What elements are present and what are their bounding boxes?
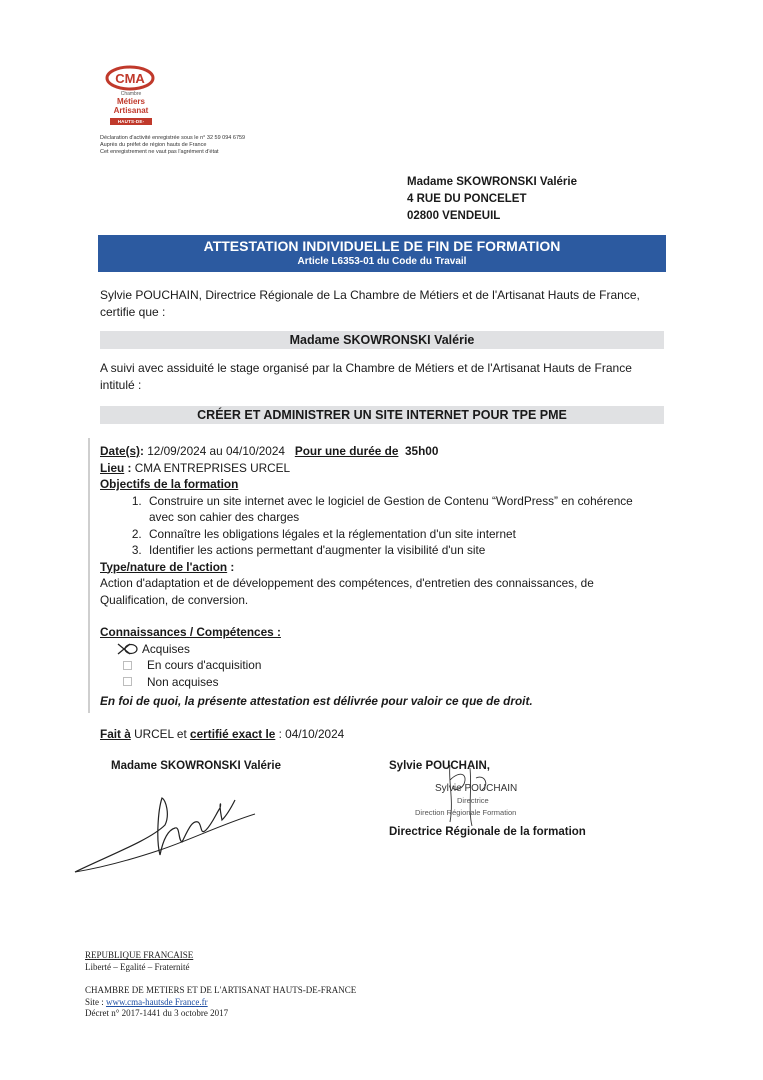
director-title: Directrice Régionale de la formation — [389, 826, 586, 838]
done-at-row — [100, 726, 660, 743]
declaration-line: Cet enregistrement ne vaut pas l'agrément d'état — [100, 149, 219, 155]
skill-label: Acquises — [142, 641, 190, 656]
recipient-address-line1: 4 RUE DU PONCELET — [407, 193, 527, 205]
duration-value: 35h00 — [404, 444, 439, 458]
footer-chamber: CHAMBRE DE METIERS ET DE L'ARTISANAT HAUTS-DE-FRANCE — [85, 985, 357, 995]
dates-label: Date(s) — [100, 444, 140, 458]
cma-logo-mark-icon — [104, 64, 156, 92]
type-row: Type/nature de l'action : — [100, 559, 235, 574]
declaration-line: Déclaration d'activité enregistrée sous le n° 32 59 094 6759 — [100, 135, 246, 141]
stamp-name: Sylvie POUCHAIN — [435, 783, 518, 794]
document-title: ATTESTATION INDIVIDUELLE DE FIN DE FORMATION — [203, 238, 561, 254]
footer-site-link[interactable]: www.cma-hautsde France.fr — [106, 996, 208, 1007]
objective-item: 1. Construire un site internet avec le logiciel de Gestion de Contenu “WordPress” en cohérence avec son cahier des charges — [145, 493, 660, 526]
objectives-label: Objectifs de la formation — [100, 477, 239, 491]
skill-label: En cours d'acquisition — [147, 658, 262, 672]
checkbox-icon — [123, 677, 132, 686]
logo-badge: HAUTS-DE-FRANCE — [110, 118, 152, 125]
document-subtitle: Article L6353-01 du Code du Travail — [297, 256, 467, 267]
recipient-name: Madame SKOWRONSKI Valérie — [407, 176, 577, 188]
trainee-signature-name: Madame SKOWRONSKI Valérie — [111, 760, 281, 772]
logo-line1: Chambre — [120, 91, 142, 97]
logo-line3: Artisanat — [113, 106, 149, 115]
footer-republic: REPUBLIQUE FRANCAISE — [85, 950, 194, 960]
director-signature-name: Sylvie POUCHAIN, — [389, 760, 490, 772]
certified-label: certifié exact le — [190, 726, 276, 741]
director-signature-drawing — [420, 760, 510, 830]
checked-cross-icon — [116, 642, 140, 656]
footer-site-label: Site : — [85, 996, 104, 1007]
footer — [85, 950, 356, 1020]
place-label: Lieu — [100, 460, 125, 475]
title-banner — [98, 235, 666, 272]
declaration-line: Auprès du préfet de région hauts de France — [100, 142, 207, 148]
logo-acronym: CMA — [115, 71, 145, 86]
objectives-list — [100, 493, 660, 559]
footer-motto: Liberté – Egalité – Fraternité — [85, 961, 190, 972]
activity-declaration — [100, 135, 245, 156]
duration-label: Pour une durée de — [294, 444, 399, 458]
done-at-label: Fait à — [100, 726, 131, 741]
stamp-role: Directrice — [457, 796, 489, 805]
intro-text: Sylvie POUCHAIN, Directrice Régionale de La Chambre de Métiers et de l'Artisanat Hauts de France, certifie que : — [100, 288, 640, 319]
dates-value: 12/09/2024 au 04/10/2024 — [147, 444, 285, 458]
place-value: CMA ENTREPRISES URCEL — [134, 460, 291, 475]
statement: En foi de quoi, la présente attestation est délivrée pour valoir ce que de droit. — [100, 694, 533, 708]
details-border — [88, 438, 90, 713]
dates-row: Date(s): 12/09/2024 au 04/10/2024 Pour une durée de 35h00 — [100, 444, 439, 458]
skill-label: Non acquises — [147, 674, 219, 689]
skill-option-not-acquired — [100, 674, 660, 691]
footer-decree: Décret n° 2017-1441 du 3 octobre 2017 — [85, 1008, 229, 1018]
objective-item: 2. Connaître les obligations légales et la réglementation d'un site internet — [145, 526, 660, 543]
recipient-address — [407, 174, 577, 225]
type-value: Action d'adaptation et de développement des compétences, d'entretien des connaissances, de Qualification, de conversion. — [100, 576, 594, 607]
trainee-signature-drawing — [70, 770, 260, 880]
stamp-direction: Direction Régionale Formation — [415, 808, 517, 817]
certified-value: : 04/10/2024 — [278, 726, 345, 741]
footer-site-row — [85, 997, 356, 1009]
skills-label: Connaissances / Compétences : — [100, 625, 281, 639]
objective-item: 3. Identifier les actions permettant d'augmenter la visibilité d'un site — [145, 542, 660, 559]
followed-text: A suivi avec assiduité le stage organisé par la Chambre de Métiers et de l'Artisanat Hauts de France intitulé : — [100, 361, 632, 392]
course-title: CRÉER ET ADMINISTRER UN SITE INTERNET POUR TPE PME — [100, 406, 664, 424]
skill-option-in-progress — [100, 657, 660, 674]
trainee-name: Madame SKOWRONSKI Valérie — [100, 331, 664, 349]
recipient-address-line2: 02800 VENDEUIL — [407, 210, 501, 222]
skill-option-acquired — [100, 641, 660, 658]
place-row: Lieu : CMA ENTREPRISES URCEL — [100, 460, 291, 475]
logo-line2: Métiers — [116, 97, 145, 106]
done-at-value: URCEL et — [134, 726, 187, 741]
cma-logo — [100, 62, 162, 131]
training-details — [100, 443, 660, 742]
checkbox-icon — [123, 661, 132, 670]
type-label: Type/nature de l'action — [100, 559, 228, 574]
